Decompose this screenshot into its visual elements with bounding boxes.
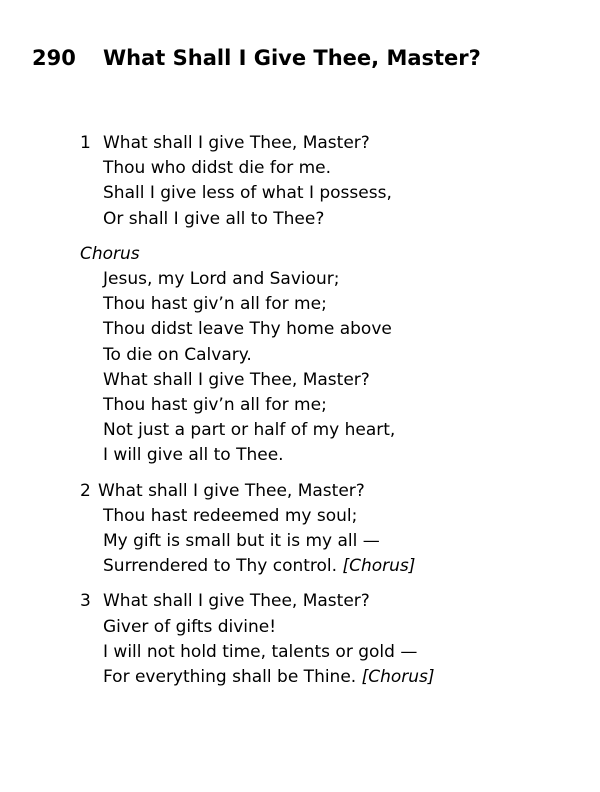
verse-line: Thou who didst die for me. — [103, 158, 332, 179]
chorus-line: What shall I give Thee, Master? — [103, 369, 370, 390]
chorus-line: Jesus, my Lord and Saviour; — [103, 269, 340, 290]
chorus-line: I will give all to Thee. — [103, 445, 284, 466]
verse-number: 3 — [80, 591, 91, 612]
chorus-line: Thou didst leave Thy home above — [103, 319, 392, 340]
verse-line: I will not hold time, talents or gold — — [103, 641, 418, 662]
hymn-body — [80, 131, 580, 700]
chorus-line: Not just a part or half of my heart, — [103, 420, 396, 441]
chorus — [80, 242, 580, 469]
verse-line: 1 What shall I give Thee, Master? — [80, 131, 580, 156]
verse-line: 3 What shall I give Thee, Master? — [80, 589, 580, 614]
chorus-line: Thou hast giv’n all for me; — [103, 294, 327, 315]
verse-line: My gift is small but it is my all — — [103, 531, 380, 552]
hymn-title-text: What Shall I Give Thee, Master? — [103, 46, 481, 70]
verse-number: 2 — [80, 480, 91, 501]
chorus-reference: [Chorus] — [361, 667, 435, 688]
verse-1 — [80, 131, 580, 232]
verse-line: Giver of gifts divine! — [103, 616, 277, 637]
verse-line: Thou hast redeemed my soul; — [103, 505, 358, 526]
chorus-line: To die on Calvary. — [103, 344, 252, 365]
chorus-reference: [Chorus] — [342, 556, 416, 577]
verse-line: Surrendered to Thy control. [Chorus] — [103, 556, 416, 577]
hymn-title — [32, 46, 481, 70]
verse-line: For everything shall be Thine. [Chorus] — [103, 667, 435, 688]
hymn-number: 290 — [32, 46, 76, 70]
verse-number: 1 — [80, 133, 91, 153]
chorus-heading: Chorus — [80, 243, 140, 264]
verse-3 — [80, 589, 580, 690]
verse-line: Shall I give less of what I possess, — [103, 183, 392, 204]
verse-line: Or shall I give all to Thee? — [103, 208, 325, 229]
verse-2 — [80, 479, 580, 580]
chorus-line: Thou hast giv’n all for me; — [103, 395, 327, 416]
verse-line: 2 What shall I give Thee, Master? — [80, 479, 580, 504]
